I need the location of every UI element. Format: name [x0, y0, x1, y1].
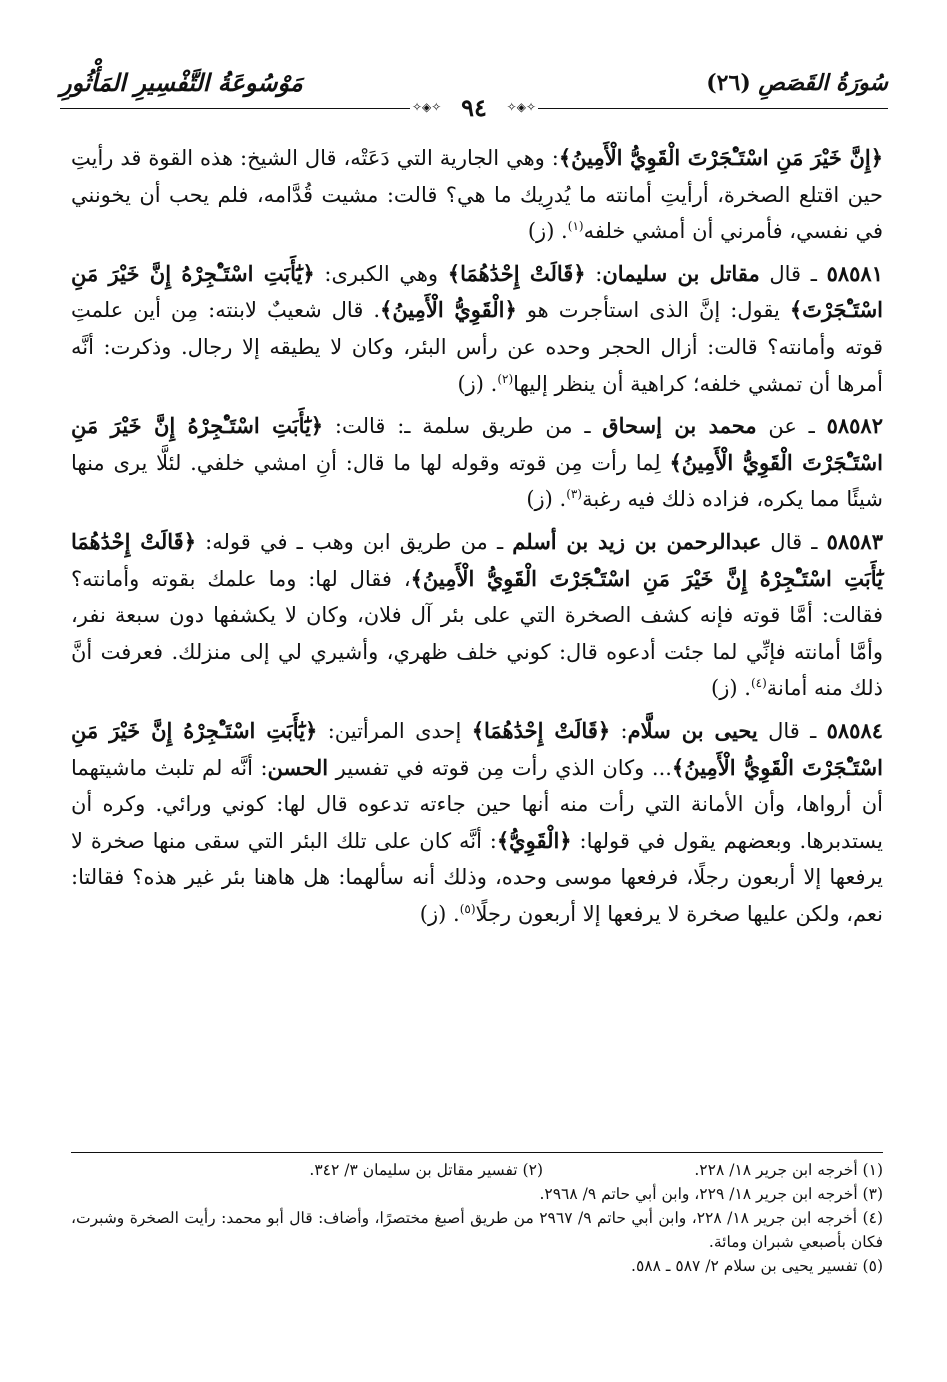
narrator-name: محمد بن إسحاق — [602, 413, 757, 439]
text-run: . (ز) — [419, 901, 460, 926]
narrator-name: عبدالرحمن بن زيد بن أسلم — [512, 528, 762, 554]
narration-number: ٥٨٥٨١ — [826, 260, 883, 286]
page-number: ٩٤ — [461, 93, 487, 122]
text-run: ـ قال — [759, 261, 827, 286]
page-header — [60, 66, 888, 126]
text-run: وهي الكبرى: — [314, 261, 448, 286]
text-run: لِما رأت مِن قوته وقوله لها ما قال: أنِ امشي خلفي. لئلَّا يرى منها شيئًا مما يكره، فزاده ذلك فيه رغبة — [71, 450, 883, 512]
footnote-ref[interactable]: (١) — [567, 219, 584, 234]
footnote-1: (١) أخرجه ابن جرير ١٨/ ٢٢٨. — [694, 1161, 883, 1179]
narration-number: ٥٨٥٨٣ — [826, 528, 883, 554]
narration-paragraph — [71, 408, 883, 518]
text-run: . قال شعيبٌ لابنته: مِن أين علمتِ قوته وأمانته؟ قالت: أزال الحجر وحده عن رأس البئر، وكان لا يطيقه إلا رجال. وذكرت: أنَّه أمرها أن تمشي خلفه؛ كراهية أن ينظر إليها — [71, 298, 883, 396]
narrator-name: الحسن — [267, 754, 329, 780]
narration-number: ٥٨٥٨٢ — [826, 413, 883, 439]
narration-paragraph — [71, 524, 883, 707]
text-run: . (ز) — [527, 219, 568, 244]
quran-verse: ﴿الْقَوِيُّ الْأَمِينُ﴾ — [380, 297, 517, 323]
footnote-separator — [71, 1152, 883, 1153]
text-run: إحدى المرأتين: — [317, 718, 472, 743]
text-run: : — [610, 718, 628, 743]
quran-verse: ﴿يَٰٓأَبَتِ اسْتَـْٔجِرْهُ إِنَّ خَيْرَ مَنِ اسْتَـْٔجَرْتَ الْقَوِيُّ الْأَمِينُ﴾ — [71, 717, 883, 780]
sura-title: سُورَةُ القَصَصِ — [758, 70, 888, 96]
main-text — [71, 140, 883, 938]
text-run: . (ز) — [457, 371, 498, 396]
text-run: ... وكان الذي رأت مِن قوته في تفسير — [328, 755, 672, 780]
header-ornament-left-icon: ✧◈✧ — [412, 100, 442, 114]
narrator-name: يحيى بن سلَّام — [627, 717, 758, 743]
footnote-ref[interactable]: (٣) — [566, 487, 583, 502]
footnote-5: (٥) تفسير يحيى بن سلام ٢/ ٥٨٧ ـ ٥٨٨. — [631, 1257, 883, 1275]
text-run: : وهي الجارية التي دَعَتْه، قال الشيخ: هذه القوة قد رأيتِ حين اقتلع الصخرة، أرأيتِ أمانته ما يُدرِيك ما هي؟ قالت: مشيت قُدَّامه، فلم يحب أن يخونني في نفسي، فأمرني أن أمشي خلفه — [71, 146, 883, 244]
text-run: ـ من طريق سلمة ـ: قالت: — [323, 414, 603, 439]
footnote-ref[interactable]: (٤) — [750, 676, 767, 691]
text-run: . (ز) — [526, 487, 567, 512]
footnotes — [71, 1158, 883, 1278]
footnote-row — [71, 1158, 883, 1182]
quran-verse: ﴿قَالَتْ إِحْدَٰهُمَا﴾ — [447, 260, 586, 286]
book-title: مَوْسُوعَةُ التَّفْسِيرِ المَأْثُورِ — [60, 68, 303, 97]
quran-verse: ﴿الْقَوِيُّ﴾ — [496, 827, 572, 853]
quran-verse: ﴿يَٰٓأَبَتِ اسْتَـْٔجِرْهُ إِنَّ خَيْرَ مَنِ اسْتَـْٔجَرْتَ الْقَوِيُّ الْأَمِينُ﴾ — [71, 413, 883, 475]
text-run: ـ قال — [757, 718, 827, 743]
text-run: ـ قال — [761, 529, 827, 554]
narration-number: ٥٨٥٨٤ — [826, 717, 884, 743]
footnote-ref[interactable]: (٥) — [459, 901, 476, 916]
text-run: . (ز) — [711, 676, 751, 701]
footnote-ref[interactable]: (٢) — [497, 371, 514, 386]
text-run: يقول: إنَّ الذى استأجرت هو — [516, 298, 790, 323]
narrator-name: مقاتل بن سليمان — [602, 260, 760, 286]
text-run: ـ عن — [756, 414, 827, 439]
text-run: ـ من طريق ابن وهب ـ في قوله: — [196, 529, 513, 554]
footnote-2: (٢) تفسير مقاتل بن سليمان ٣/ ٣٤٢. — [309, 1161, 543, 1179]
text-run: ، فقال لها: وما علمك بقوته وأمانته؟ فقالت: أمَّا قوته فإنه كشف الصخرة التي على بئر آل فلان، وكان لا يكشفها دون سبعة نفر، وأمَّا أمانته فإنِّي لما جئت أدعوه قال: كوني خلف ظهري، وأشيري لي إلى منزلك. فعرفت أنَّ ذلك منه أمانة — [71, 566, 883, 701]
text-run: : أنَّه كان على تلك البئر التي سقى منها صخرة لا يرفعها إلا أربعون رجلًا، فرفعها موسى وحده، وذلك أنه سألهما: هل هاهنا بئر غير هذه؟ فقالتا: نعم، ولكن عليها صخرة لا يرفعها إلا أربعون رجلًا — [71, 828, 883, 926]
header-ornament-right-icon: ✧◈✧ — [506, 100, 536, 114]
quran-verse: ﴿إِنَّ خَيْرَ مَنِ اسْتَـْٔجَرْتَ الْقَوِيُّ الْأَمِينُ﴾ — [558, 145, 884, 170]
footnote-4: (٤) أخرجه ابن جرير ١٨/ ٢٢٨، وابن أبي حاتم ٩/ ٢٩٦٧ من طريق أصبغ مختصرًا، وأضاف: قال أبو محمد: رأيت الصخرة وشبرت، فكان بأصبعي شبران ومائة. — [71, 1209, 883, 1251]
quran-verse: ﴿قَالَتْ إِحْدَٰهُمَا يَٰٓأَبَتِ اسْتَـْٔجِرْهُ إِنَّ خَيْرَ مَنِ اسْتَـْٔجَرْتَ الْقَوِيُّ الْأَمِينُ﴾ — [71, 528, 884, 591]
sura-number: (٢٦) — [706, 70, 751, 96]
quran-verse: ﴿يَٰٓأَبَتِ اسْتَـْٔجِرْهُ إِنَّ خَيْرَ مَنِ اسْتَـْٔجَرْتَ﴾ — [71, 260, 884, 323]
narration-paragraph — [71, 140, 883, 250]
narration-paragraph — [71, 256, 883, 402]
quran-verse: ﴿قَالَتْ إِحْدَٰهُمَا﴾ — [471, 717, 611, 743]
text-run: : — [585, 261, 603, 286]
footnote-3: (٣) أخرجه ابن جرير ١٨/ ٢٢٩، وابن أبي حاتم ٩/ ٢٩٦٨. — [539, 1185, 883, 1203]
narration-paragraph — [71, 713, 883, 933]
text-run: : أنَّه لم تلبث ماشيتهما أن أرواها، وأن الأمانة التي رأت منه أنها حين جاءته تدعوه قال لها: كوني ورائي. وكره أن يستدبرها. وبعضهم يقول في قولها: — [71, 755, 883, 853]
